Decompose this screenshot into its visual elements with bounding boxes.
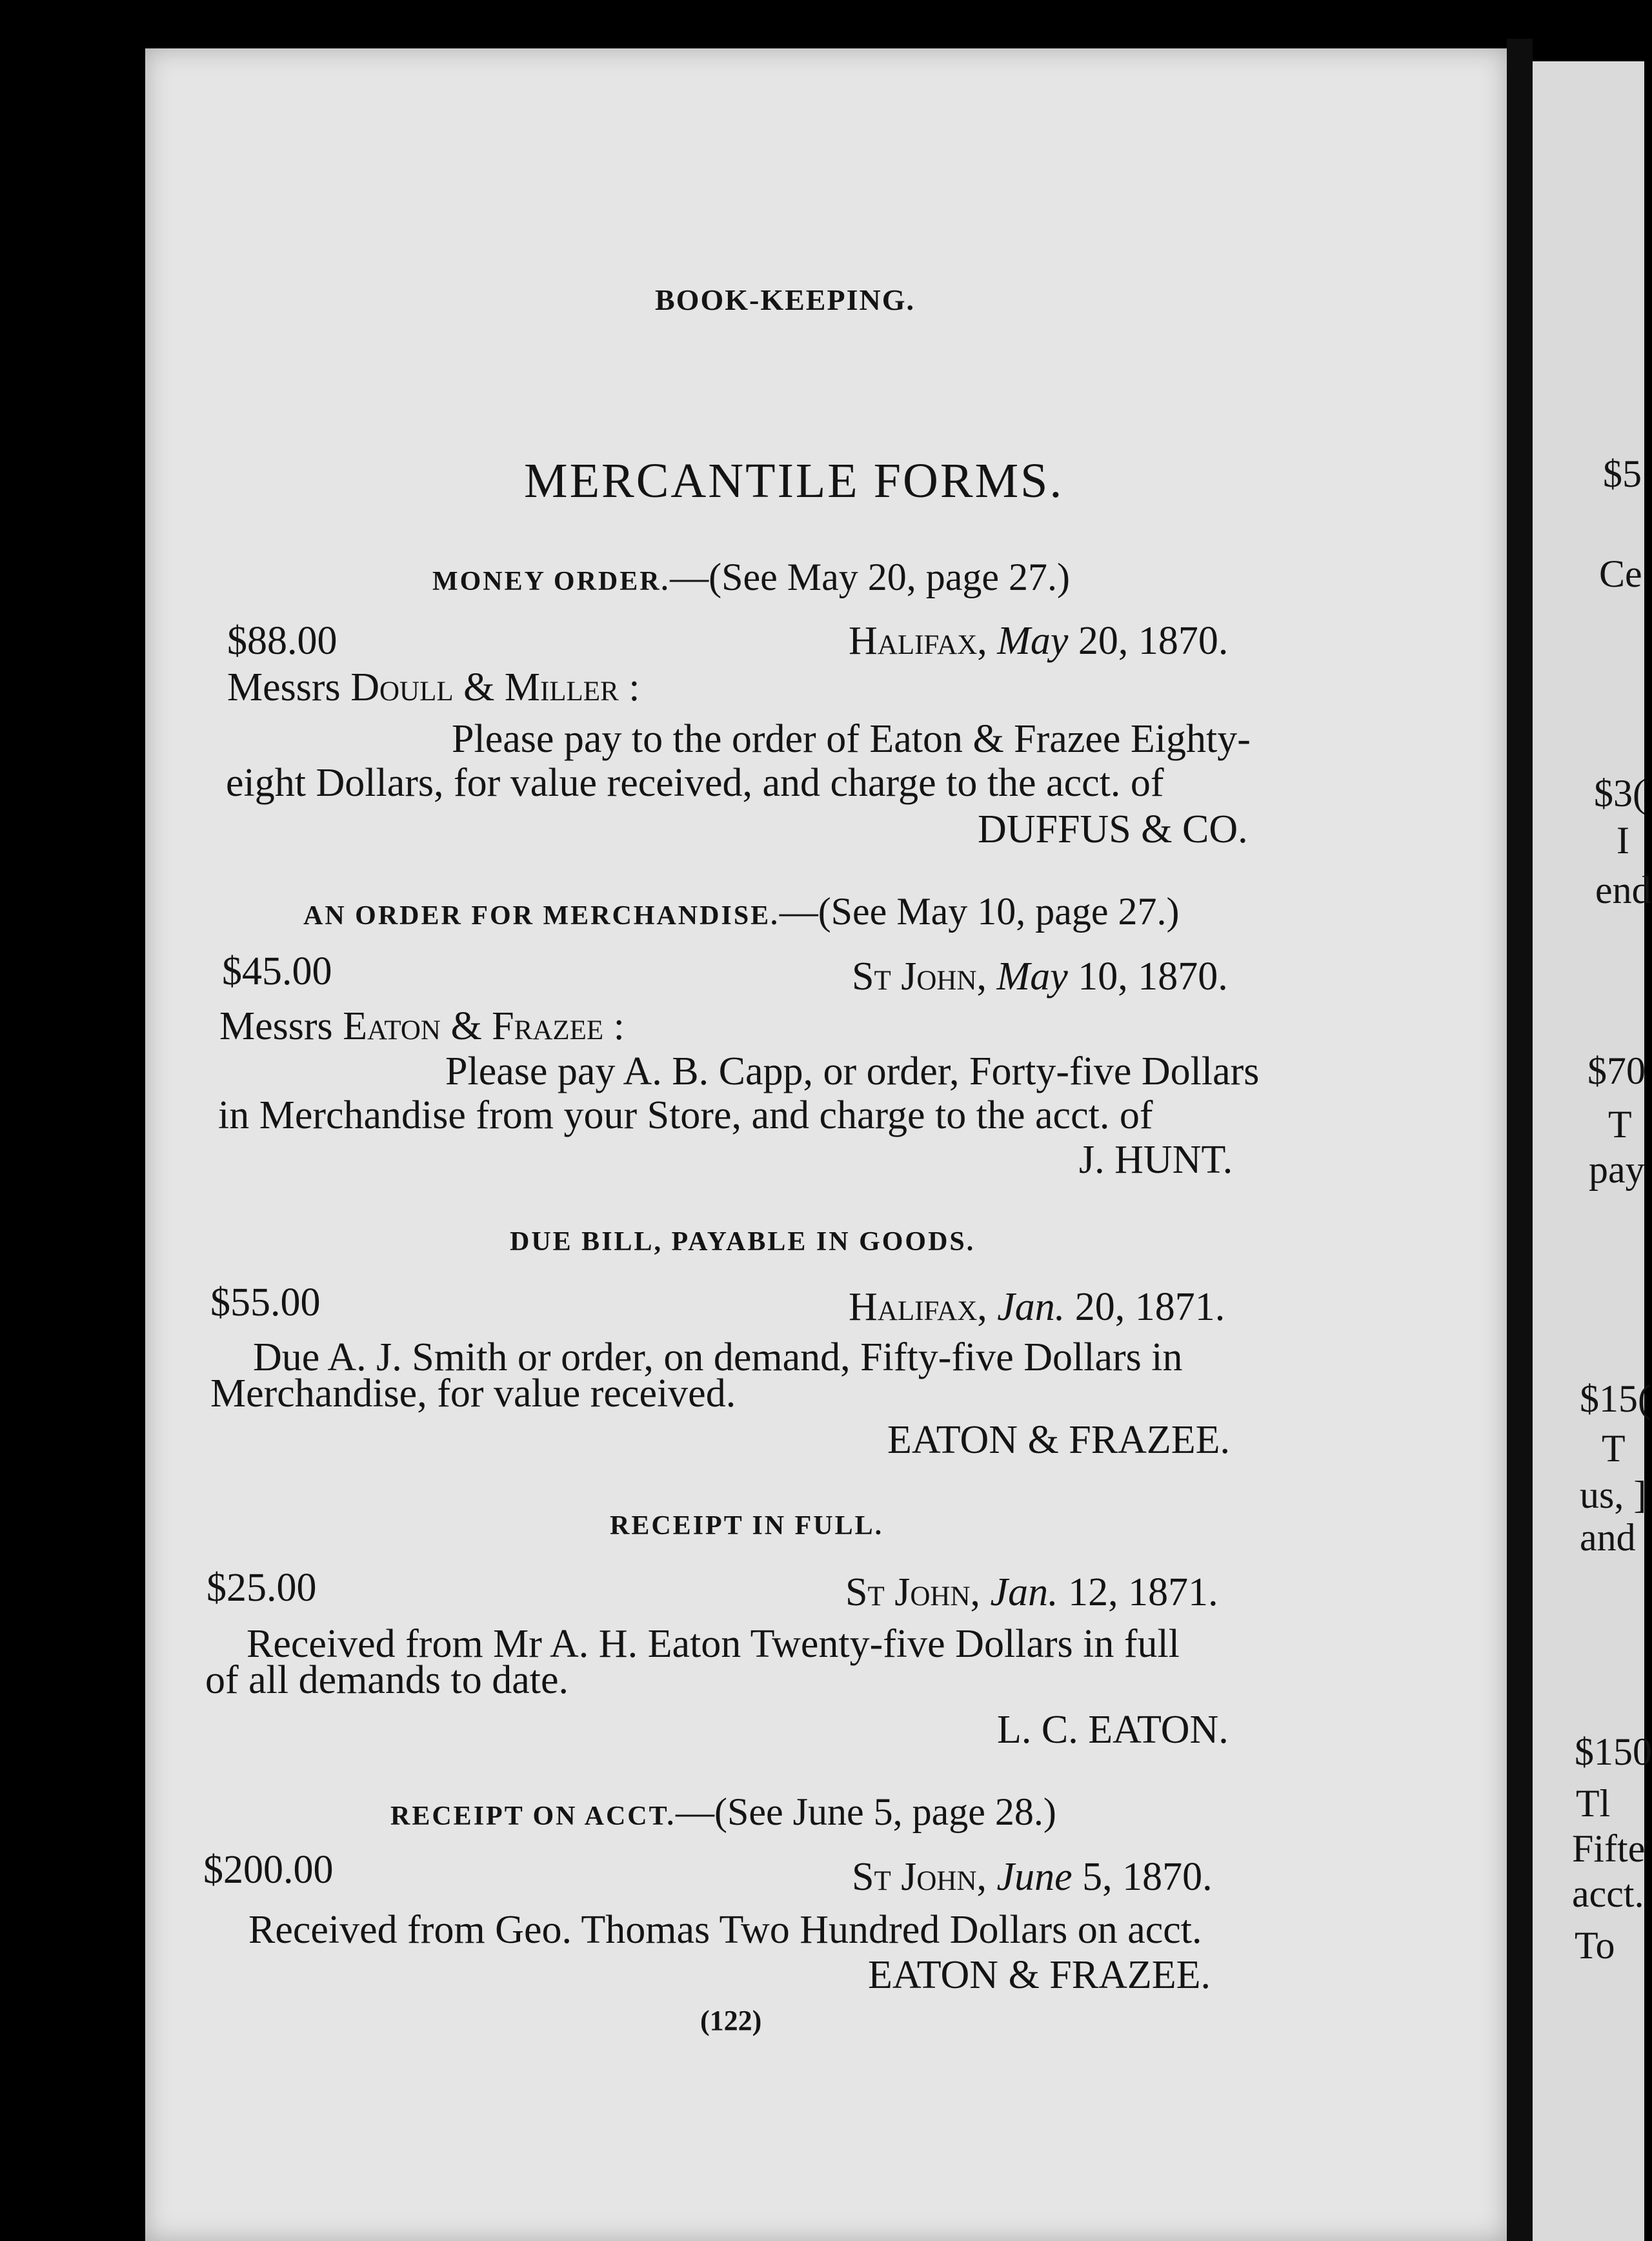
facing-fragment: $3(	[1594, 772, 1646, 815]
facing-fragment: pay	[1589, 1148, 1645, 1191]
form-heading-money-order: MONEY ORDER.—(See May 20, page 27.)	[432, 556, 1070, 598]
money-order-signature: DUFFUS & CO.	[978, 807, 1248, 851]
receipt-acct-line-1: Received from Geo. Thomas Two Hundred Dollars on acct.	[248, 1908, 1202, 1952]
running-head: BOOK-KEEPING.	[655, 283, 915, 316]
page-number: (122)	[700, 2005, 762, 2036]
facing-fragment: T	[1608, 1103, 1632, 1146]
receipt-full-amount: $25.00	[206, 1566, 317, 1610]
money-order-addressee: Messrs Doull & Miller :	[227, 665, 640, 709]
receipt-acct-signature: EATON & FRAZEE.	[868, 1953, 1211, 1997]
merchandise-order-addressee: Messrs Eaton & Frazee :	[219, 1004, 625, 1048]
facing-fragment: $150	[1575, 1730, 1652, 1773]
facing-fragment: $5	[1603, 452, 1642, 495]
merchandise-order-signature: J. HUNT.	[1079, 1138, 1233, 1182]
receipt-acct-amount: $200.00	[203, 1848, 334, 1892]
form-heading-order-merchandise: AN ORDER FOR MERCHANDISE.—(See May 10, page 27.)	[303, 890, 1180, 933]
due-bill-line-1: Due A. J. Smith or order, on demand, Fifty-five Dollars in	[253, 1335, 1183, 1379]
merchandise-order-line-1: Please pay A. B. Capp, or order, Forty-five Dollars	[445, 1050, 1260, 1093]
facing-fragment: $15(	[1580, 1377, 1651, 1420]
due-bill-signature: EATON & FRAZEE.	[887, 1418, 1231, 1462]
facing-fragment: Tl	[1576, 1782, 1611, 1825]
facing-fragment: To	[1575, 1924, 1615, 1967]
facing-fragment: Ce	[1599, 553, 1642, 595]
money-order-amount: $88.00	[227, 619, 337, 663]
due-bill-amount: $55.00	[210, 1281, 321, 1324]
facing-fragment: Fifte	[1572, 1827, 1646, 1870]
facing-fragment: end	[1595, 869, 1651, 911]
receipt-full-signature: L. C. EATON.	[997, 1708, 1229, 1752]
facing-fragment: and	[1580, 1516, 1636, 1559]
money-order-line-1: Please pay to the order of Eaton & Frazee Eighty-	[452, 717, 1251, 761]
merchandise-order-date: St John, May 10, 1870.	[852, 955, 1228, 999]
due-bill-date: Halifax, Jan. 20, 1871.	[849, 1285, 1225, 1329]
form-heading-due-bill: DUE BILL, PAYABLE IN GOODS.	[510, 1227, 976, 1257]
money-order-date: Halifax, May 20, 1870.	[849, 619, 1229, 663]
receipt-full-line-2: of all demands to date.	[205, 1658, 569, 1702]
facing-fragment: $70	[1587, 1050, 1646, 1092]
form-heading-receipt-in-full: RECEIPT IN FULL.	[610, 1511, 884, 1541]
facing-fragment: I	[1617, 819, 1629, 862]
due-bill-line-2: Merchandise, for value received.	[210, 1372, 736, 1415]
page-title: MERCANTILE FORMS.	[524, 454, 1064, 508]
book-spine	[1507, 39, 1533, 2241]
facing-fragment: us, ]	[1580, 1474, 1647, 1516]
receipt-acct-date: St John, June 5, 1870.	[852, 1855, 1213, 1899]
merchandise-order-line-2: in Merchandise from your Store, and charge to the acct. of	[218, 1093, 1153, 1137]
merchandise-order-amount: $45.00	[222, 949, 332, 993]
facing-fragment: T	[1602, 1427, 1626, 1470]
form-heading-receipt-on-acct: RECEIPT ON ACCT.—(See June 5, page 28.)	[390, 1790, 1056, 1833]
receipt-full-line-1: Received from Mr A. H. Eaton Twenty-five Dollars in full	[247, 1622, 1180, 1666]
money-order-line-2: eight Dollars, for value received, and charge to the acct. of	[226, 761, 1164, 805]
facing-fragment: acct.	[1572, 1872, 1644, 1915]
receipt-full-date: St John, Jan. 12, 1871.	[845, 1570, 1218, 1614]
